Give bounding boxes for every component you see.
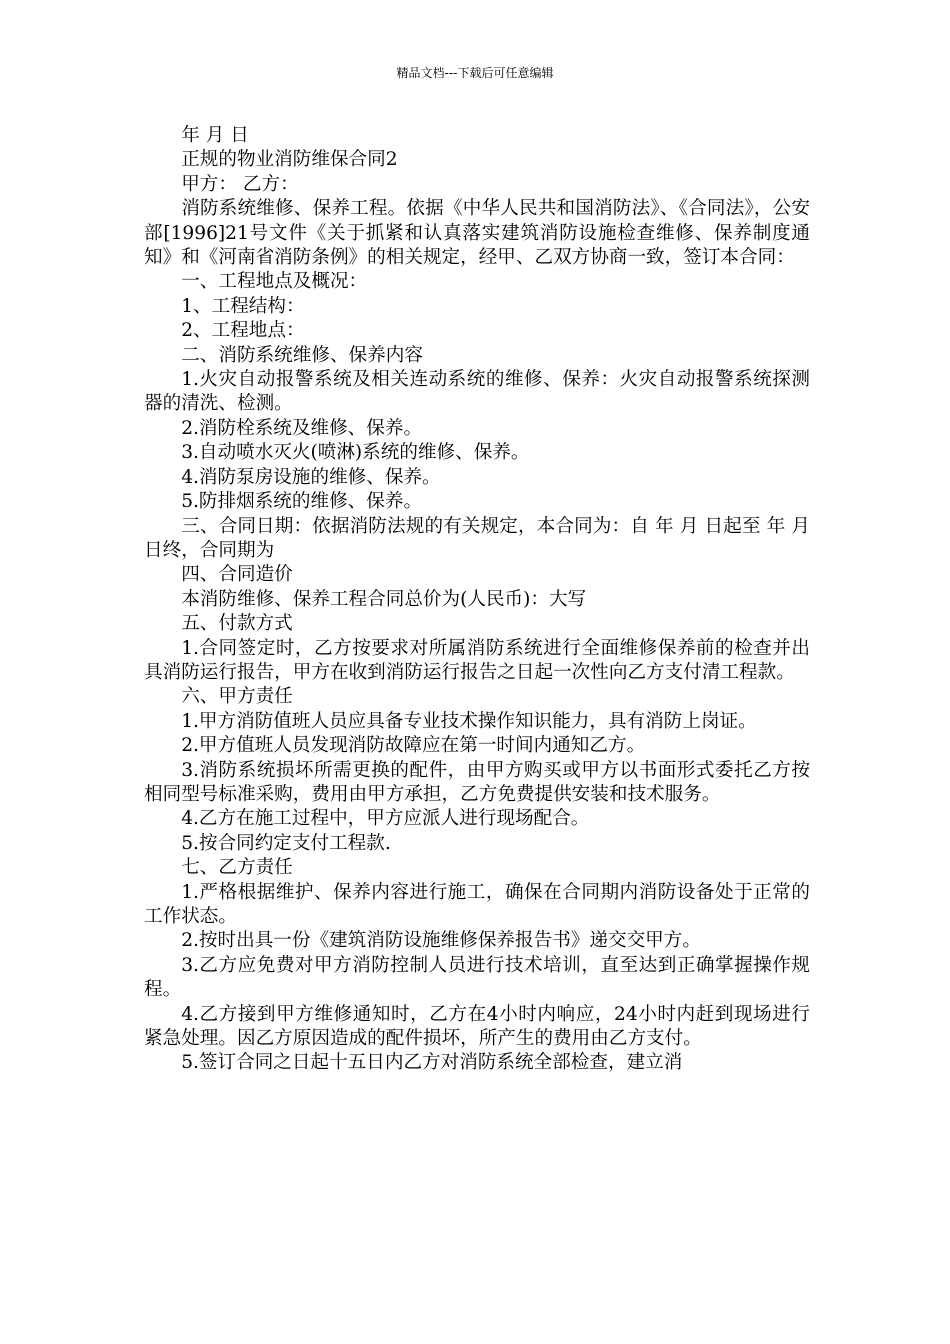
clause-paragraph: 1.合同签定时，乙方按要求对所属消防系统进行全面维修保养前的检查并出具消防运行报告，甲方在收到消防运行报告之日起一次性向乙方支付清工程款。 (144, 637, 810, 683)
clause-paragraph: 3.自动喷水灭火(喷淋)系统的维修、保养。 (181, 442, 530, 464)
document-title: 正规的物业消防维保合同2 (181, 149, 398, 171)
clause-paragraph: 5.签订合同之日起十五日内乙方对消防系统全部检查，建立消 (181, 1052, 683, 1074)
section-heading: 六、甲方责任 (181, 686, 293, 708)
clause-paragraph: 4.乙方接到甲方维修通知时，乙方在4小时内响应，24小时内赶到现场进行紧急处理。因乙方原因造成的配件损坏，所产生的费用由乙方支付。 (144, 1003, 810, 1050)
parties-line: 甲方： 乙方： (181, 173, 299, 195)
clause-paragraph: 1、工程结构： (181, 295, 305, 317)
clause-paragraph: 3.乙方应免费对甲方消防控制人员进行技术培训，直至达到正确掌握操作规程。 (144, 954, 810, 1001)
page-header: 精品文档---下载后可任意编辑 (396, 66, 554, 80)
clause-paragraph: 1.严格根据维护、保养内容进行施工，确保在合同期内消防设备处于正常的工作状态。 (144, 881, 810, 927)
section-heading: 一、工程地点及概况： (181, 271, 368, 293)
section-heading: 二、消防系统维修、保养内容 (181, 344, 423, 366)
clause-paragraph: 1.火灾自动报警系统及相关连动系统的维修、保养：火灾自动报警系统探测器的清洗、检测。 (144, 369, 810, 415)
clause-paragraph: 2.消防栓系统及维修、保养。 (181, 417, 423, 439)
section-heading: 四、合同造价 (181, 564, 293, 586)
clause-paragraph: 2.甲方值班人员发现消防故障应在第一时间内通知乙方。 (181, 735, 646, 757)
clause-paragraph: 5.按合同约定支付工程款. (181, 832, 391, 854)
clause-paragraph: 本消防维修、保养工程合同总价为(人民币)：大写 (181, 588, 587, 610)
date-line: 年 月 日 (181, 125, 249, 146)
document-body (144, 124, 810, 1076)
clause-paragraph: 4.乙方在施工过程中，甲方应派人进行现场配合。 (181, 808, 590, 830)
section-heading: 三、合同日期：依据消防法规的有关规定，本合同为：自 年 月 日起至 年 月 日终，合同期为 (144, 515, 810, 561)
preamble-paragraph: 消防系统维修、保养工程。依据《中华人民共和国消防法》、《合同法》，公安部[1996]21号文件《关于抓紧和认真落实建筑消防设施检查维修、保养制度通知》和《河南省消防条例》的相关规定，经甲、乙双方协商一致，签订本合同： (144, 198, 810, 269)
clause-paragraph: 1.甲方消防值班人员应具备专业技术操作知识能力，具有消防上岗证。 (181, 710, 757, 732)
clause-paragraph: 2、工程地点： (181, 320, 305, 342)
clause-paragraph: 3.消防系统损坏所需更换的配件，由甲方购买或甲方以书面形式委托乙方按相同型号标准采购，费用由甲方承担，乙方免费提供安装和技术服务。 (144, 759, 810, 805)
clause-paragraph: 2.按时出具一份《建筑消防设施维修保养报告书》递交交甲方。 (181, 930, 701, 952)
section-heading: 七、乙方责任 (181, 857, 293, 879)
clause-paragraph: 4.消防泵房设施的维修、保养。 (181, 466, 441, 488)
section-heading: 五、付款方式 (181, 613, 293, 635)
clause-paragraph: 5.防排烟系统的维修、保养。 (181, 491, 423, 513)
